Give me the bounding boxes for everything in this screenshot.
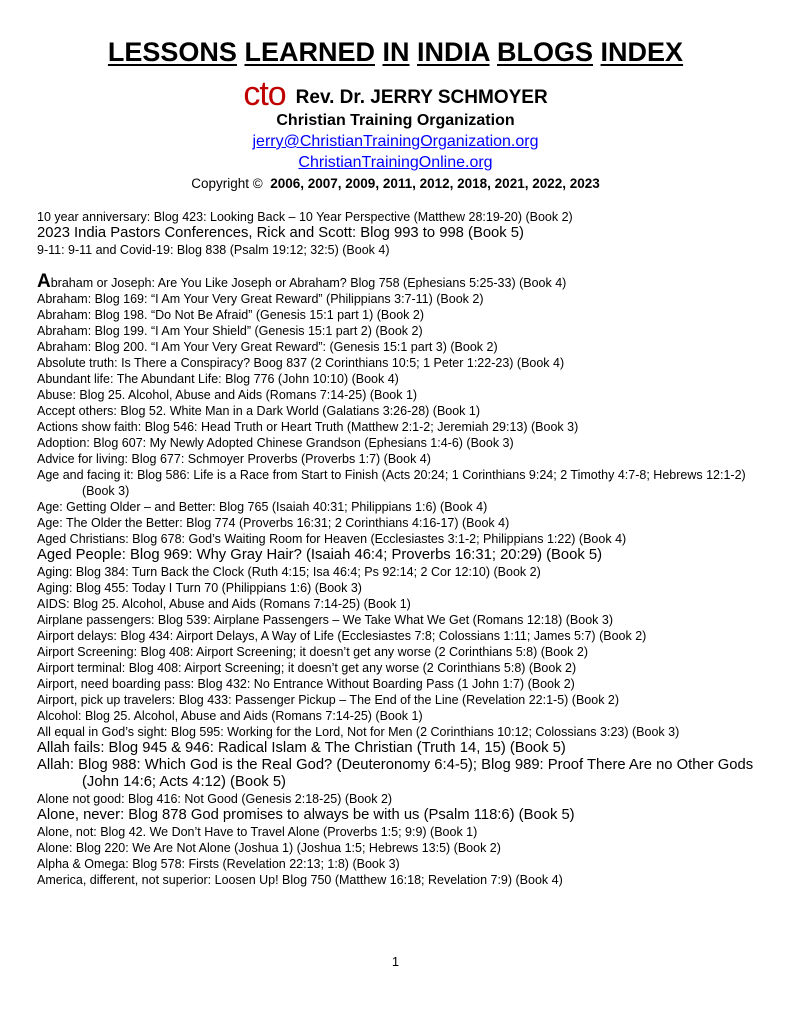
index-entry: Adoption: Blog 607: My Newly Adopted Chinese Grandson (Ephesians 1:4-6) (Book 3) — [37, 436, 514, 450]
index-entry: Alcohol: Blog 25. Alcohol, Abuse and Aids (Romans 7:14-25) (Book 1) — [37, 709, 423, 723]
index-entry: All equal in God’s sight: Blog 595: Working for the Lord, Not for Men (2 Corinthians 10:12; Colossians 3:23) (Book 3) — [37, 725, 680, 739]
website-link[interactable]: ChristianTrainingOnline.org — [298, 154, 493, 171]
website-line — [0, 153, 791, 173]
first-entry-text: braham or Joseph: Are You Like Joseph or Abraham? Blog 758 (Ephesians 5:25-33) (Book 4) — [50, 276, 567, 290]
index-entry: Age and facing it: Blog 586: Life is a Race from Start to Finish (Acts 20:24; 1 Corinthians 9:24; 2 Timothy 4:7-8; Hebrews 12:1-2) (Book 3) — [37, 468, 746, 498]
index-entry: Abraham: Blog 169: “I Am Your Very Great Reward” (Philippians 3:7-11) (Book 2) — [37, 292, 484, 306]
title-word: IN — [382, 37, 410, 67]
author-name: Rev. Dr. JERRY SCHMOYER — [295, 87, 548, 108]
index-entry: Abraham: Blog 199. “I Am Your Shield” (Genesis 15:1 part 2) (Book 2) — [37, 324, 423, 338]
index-entry: AIDS: Blog 25. Alcohol, Abuse and Aids (Romans 7:14-25) (Book 1) — [37, 597, 411, 611]
index-entry: Abraham: Blog 198. “Do Not Be Afraid” (Genesis 15:1 part 1) (Book 2) — [37, 308, 424, 322]
index-entry: Allah fails: Blog 945 & 946: Radical Islam & The Christian (Truth 14, 15) (Book 5) — [37, 740, 566, 756]
index-entries — [37, 209, 767, 888]
page-number: 1 — [391, 954, 400, 969]
index-entry: America, different, not superior: Loosen Up! Blog 750 (Matthew 16:18; Revelation 7:9) (Book 4) — [37, 873, 563, 887]
index-entry: Alpha & Omega: Blog 578: Firsts (Revelation 22:13; 1:8) (Book 3) — [37, 857, 400, 871]
copyright-line — [0, 175, 791, 193]
index-entry: 9-11: 9-11 and Covid-19: Blog 838 (Psalm 19:12; 32:5) (Book 4) — [37, 243, 390, 257]
title-word: LEARNED — [244, 37, 375, 67]
index-entry: Aged Christians: Blog 678: God’s Waiting Room for Heaven (Ecclesiastes 3:1-2; Philippians 1:22) (Book 4) — [37, 532, 627, 546]
drop-cap-letter: A — [37, 271, 51, 292]
title-word: LESSONS — [107, 37, 237, 67]
index-entry: Airport Screening: Blog 408: Airport Screening; it doesn’t get any worse (2 Corinthians 5:8) (Book 2) — [37, 645, 588, 659]
cto-logo: cto — [243, 75, 286, 113]
index-entry: Age: Getting Older – and Better: Blog 765 (Isaiah 40:31; Philippians 1:6) (Book 4) — [37, 500, 488, 514]
copyright-label: Copyright © — [191, 176, 263, 191]
index-entry: Accept others: Blog 52. White Man in a Dark World (Galatians 3:26-28) (Book 1) — [37, 404, 481, 418]
index-entry: Actions show faith: Blog 546: Head Truth or Heart Truth (Matthew 2:1-2; Jeremiah 29:13) (Book 3) — [37, 420, 579, 434]
index-entry: Airport terminal: Blog 408: Airport Screening; it doesn’t get any worse (2 Corinthians 5:8) (Book 2) — [37, 661, 577, 675]
index-entry: Abundant life: The Abundant Life: Blog 776 (John 10:10) (Book 4) — [37, 372, 399, 386]
index-entry: Alone, never: Blog 878 God promises to always be with us (Psalm 118:6) (Book 5) — [37, 807, 575, 823]
index-entry: Airport, pick up travelers: Blog 433: Passenger Pickup – The End of the Line (Revelation 22:1-5) (Book 2) — [37, 693, 620, 707]
index-entry: Absolute truth: Is There a Conspiracy? Boog 837 (2 Corinthians 10:5; 1 Peter 1:22-23) (Book 4) — [37, 356, 565, 370]
index-entry: Age: The Older the Better: Blog 774 (Proverbs 16:31; 2 Corinthians 4:16-17) (Book 4) — [37, 516, 510, 530]
index-entry: Advice for living: Blog 677: Schmoyer Proverbs (Proverbs 1:7) (Book 4) — [37, 452, 431, 466]
index-entry: Alone not good: Blog 416: Not Good (Genesis 2:18-25) (Book 2) — [37, 792, 393, 806]
entry-list — [37, 291, 767, 888]
title-word: INDIA — [417, 37, 490, 67]
index-entry: Airport, need boarding pass: Blog 432: No Entrance Without Boarding Pass (1 John 1:7) (Book 2) — [37, 677, 575, 691]
index-entry: Allah: Blog 988: Which God is the Real God? (Deuteronomy 6:4-5); Blog 989: Proof There Are no Other Gods (John 14:6; Acts 4:12) (Book 5) — [37, 757, 754, 790]
author-line — [0, 75, 791, 114]
index-entry: Aging: Blog 455: Today I Turn 70 (Philippians 1:6) (Book 3) — [37, 581, 362, 595]
title-word: BLOGS — [497, 37, 594, 67]
index-entry: Abuse: Blog 25. Alcohol, Abuse and Aids (Romans 7:14-25) (Book 1) — [37, 388, 418, 402]
index-entry: Abraham: Blog 200. “I Am Your Very Great Reward”: (Genesis 15:1 part 3) (Book 2) — [37, 340, 498, 354]
page-title — [0, 36, 791, 68]
index-entry: Airplane passengers: Blog 539: Airplane Passengers – We Take What We Get (Romans 12:18) (Book 3) — [37, 613, 614, 627]
index-entry: Alone, not: Blog 42. We Don’t Have to Travel Alone (Proverbs 1:5; 9:9) (Book 1) — [37, 825, 478, 839]
index-entry: 2023 India Pastors Conferences, Rick and Scott: Blog 993 to 998 (Book 5) — [37, 225, 524, 241]
index-entry: Airport delays: Blog 434: Airport Delays, A Way of Life (Ecclesiastes 7:8; Colossians 1:11; James 5:7) (Book 2) — [37, 629, 647, 643]
email-line — [0, 132, 791, 152]
email-link[interactable]: jerry@ChristianTrainingOrganization.org — [252, 133, 539, 150]
index-entry: Aged People: Blog 969: Why Gray Hair? (Isaiah 46:4; Proverbs 16:31; 20:29) (Book 5) — [37, 547, 603, 563]
organization-name: Christian Training Organization — [276, 112, 515, 129]
index-entry: 10 year anniversary: Blog 423: Looking Back – 10 Year Perspective (Matthew 28:19-20) (Book 2) — [37, 210, 573, 224]
title-word: INDEX — [600, 37, 684, 67]
index-entry: Aging: Blog 384: Turn Back the Clock (Ruth 4:15; Isa 46:4; Ps 92:14; 2 Cor 12:10) (Book 2) — [37, 565, 541, 579]
copyright-years: 2006, 2007, 2009, 2011, 2012, 2018, 2021, 2022, 2023 — [270, 176, 600, 191]
index-entry-first — [37, 271, 767, 292]
intro-list — [37, 209, 767, 258]
index-entry: Alone: Blog 220: We Are Not Alone (Joshua 1) (Joshua 1:5; Hebrews 13:5) (Book 2) — [37, 841, 501, 855]
